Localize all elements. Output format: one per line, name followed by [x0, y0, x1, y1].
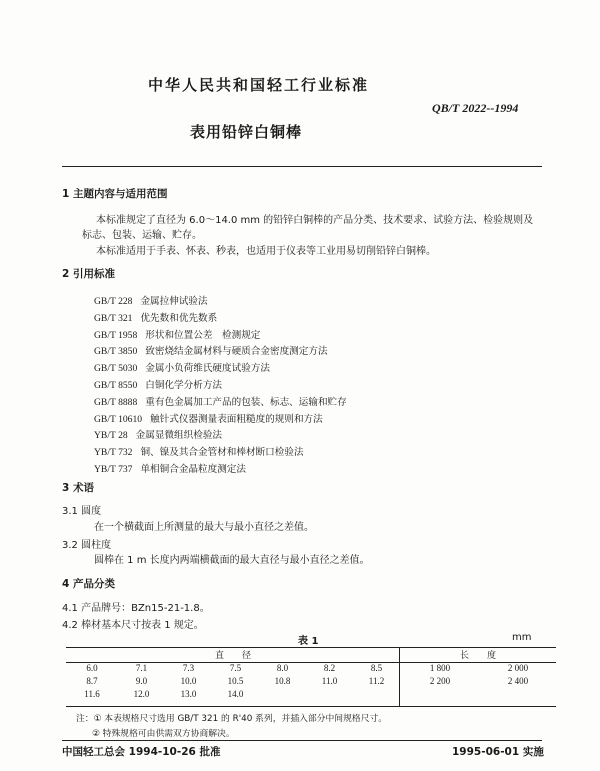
section-3-title: 3 术语 [62, 482, 94, 494]
length-cell [400, 687, 480, 700]
reference-code: GB/T 8550 [94, 380, 138, 391]
reference-code: GB/T 1958 [94, 329, 138, 341]
diameter-cell: 7.5 [229, 662, 242, 673]
diameter-cell: 6.0 [86, 662, 98, 673]
reference-name: 优先数和优先数系 [140, 312, 218, 324]
reference-item [94, 360, 270, 374]
diameter-cell: 8.0 [276, 662, 289, 673]
diameter-cell [306, 687, 353, 700]
reference-code: GB/T 10610 [94, 413, 143, 425]
reference-item [94, 444, 304, 458]
reference-code: GB/T 3850 [94, 346, 138, 358]
length-cell: 1 800 [429, 662, 451, 673]
reference-item [94, 411, 323, 425]
reference-name: 金属拉伸试验法 [140, 296, 208, 307]
table-caption: 表 1 [298, 636, 319, 647]
table-row [66, 661, 556, 674]
table-unit: mm [512, 632, 532, 643]
standard-code: QB/T 2022--1994 [432, 101, 519, 115]
reference-name: 触针式仪器测量表面粗糙度的规则和方法 [150, 413, 323, 425]
diameter-cell: 11.0 [321, 675, 338, 686]
reference-item [94, 377, 222, 391]
approval-date: 中国轻工总会 1994-10-26 批准 [62, 746, 221, 758]
reference-item [94, 293, 208, 307]
reference-code: GB/T 8888 [94, 396, 138, 408]
section-1-paragraph-2: 本标准适用于手表、怀表、秒表，也适用于仪表等工业用易切削铅锌白铜棒。 [96, 246, 436, 257]
diameter-cell: 12.0 [133, 688, 150, 699]
reference-item [94, 461, 246, 475]
section-1-title: 1 主题内容与适用范围 [62, 188, 168, 200]
header-length: 长 度 [459, 651, 496, 661]
term-3-2-title: 3.2 圆柱度 [62, 540, 112, 551]
table-header-row [66, 648, 556, 661]
length-cell: 2 000 [507, 662, 529, 673]
reference-item [94, 394, 347, 408]
standard-title: 中华人民共和国轻工行业标准 [148, 76, 370, 94]
diameter-cell: 8.5 [370, 662, 383, 673]
section-1-paragraph-1-line-1: 本标准规定了直径为 6.0～14.0 mm 的铅锌白铜棒的产品分类、技术要求、试验方法、检验规则及 [96, 215, 534, 226]
reference-name: 金属小负荷维氏硬度试验方法 [145, 363, 270, 375]
diameter-cell: 14.0 [227, 688, 244, 699]
length-cell: 2 200 [429, 675, 451, 686]
table-note-1: 注：① 本表规格尺寸选用 GB/T 321 的 R'40 系列，并插入部分中间规格尺寸。 [76, 714, 388, 724]
reference-item [94, 343, 328, 357]
diameter-cell: 10.5 [227, 675, 244, 686]
length-cell [480, 687, 556, 700]
diameter-cell: 7.3 [182, 662, 195, 673]
reference-item [94, 427, 222, 441]
diameter-cell [353, 687, 400, 700]
reference-name: 形状和位置公差 检测规定 [145, 329, 261, 341]
header-divider [62, 166, 542, 167]
effective-date: 1995-06-01 实施 [452, 746, 544, 758]
specification-table [66, 648, 556, 700]
table-bottom-rule [66, 706, 556, 707]
diameter-cell: 11.2 [368, 675, 385, 686]
diameter-cell: 10.8 [274, 675, 291, 686]
diameter-cell [259, 687, 306, 700]
reference-code: YB/T 732 [94, 447, 133, 459]
reference-code: GB/T 228 [94, 296, 133, 307]
reference-item [94, 310, 217, 324]
reference-name: 重有色金属加工产品的包装、标志、运输和贮存 [145, 396, 347, 408]
table-body [66, 661, 556, 700]
diameter-cell: 11.6 [84, 688, 100, 699]
reference-name: 铜、镍及其合金管材和棒材断口检验法 [140, 447, 304, 459]
diameter-cell: 9.0 [135, 675, 148, 686]
term-3-2-body: 圆棒在 1 m 长度内两端横截面的最大直径与最小直径之差值。 [94, 555, 370, 566]
reference-name: 单相铜合金晶粒度测定法 [140, 464, 246, 475]
reference-item [94, 327, 260, 341]
section-2-title: 2 引用标准 [62, 268, 115, 280]
table-note-2: ② 特殊规格可由供需双方协商解决。 [92, 729, 235, 739]
term-3-1-body: 在一个横截面上所测量的最大与最小直径之差值。 [94, 522, 314, 533]
section-4-title: 4 产品分类 [62, 578, 115, 590]
section-4-item-2: 4.2 棒材基本尺寸按表 1 规定。 [62, 620, 204, 631]
diameter-cell: 7.1 [135, 662, 148, 673]
reference-name: 致密烧结金属材料与硬质合金密度测定方法 [145, 346, 328, 358]
term-3-1-title: 3.1 圆度 [62, 506, 102, 517]
document-title: 表用铅锌白铜棒 [190, 123, 303, 141]
reference-code: GB/T 321 [94, 312, 133, 324]
reference-code: YB/T 737 [94, 464, 133, 475]
reference-name: 金属显微组织检验法 [135, 430, 223, 442]
length-cell: 2 400 [507, 675, 529, 686]
diameter-cell: 8.7 [86, 675, 98, 686]
header-diameter: 直 径 [214, 651, 251, 661]
section-4-item-1: 4.1 产品牌号：BZn15-21-1.8。 [62, 603, 210, 614]
diameter-cell: 13.0 [180, 688, 197, 699]
diameter-cell: 8.2 [323, 662, 336, 673]
table-row [66, 687, 556, 700]
table-row [66, 674, 556, 687]
reference-code: GB/T 5030 [94, 363, 138, 375]
reference-name: 白铜化学分析方法 [145, 380, 223, 391]
reference-code: YB/T 28 [94, 430, 128, 442]
diameter-cell: 10.0 [180, 675, 197, 686]
section-1-paragraph-1-line-2: 标志、包装、运输、贮存。 [82, 230, 202, 241]
footer-divider [62, 740, 542, 741]
